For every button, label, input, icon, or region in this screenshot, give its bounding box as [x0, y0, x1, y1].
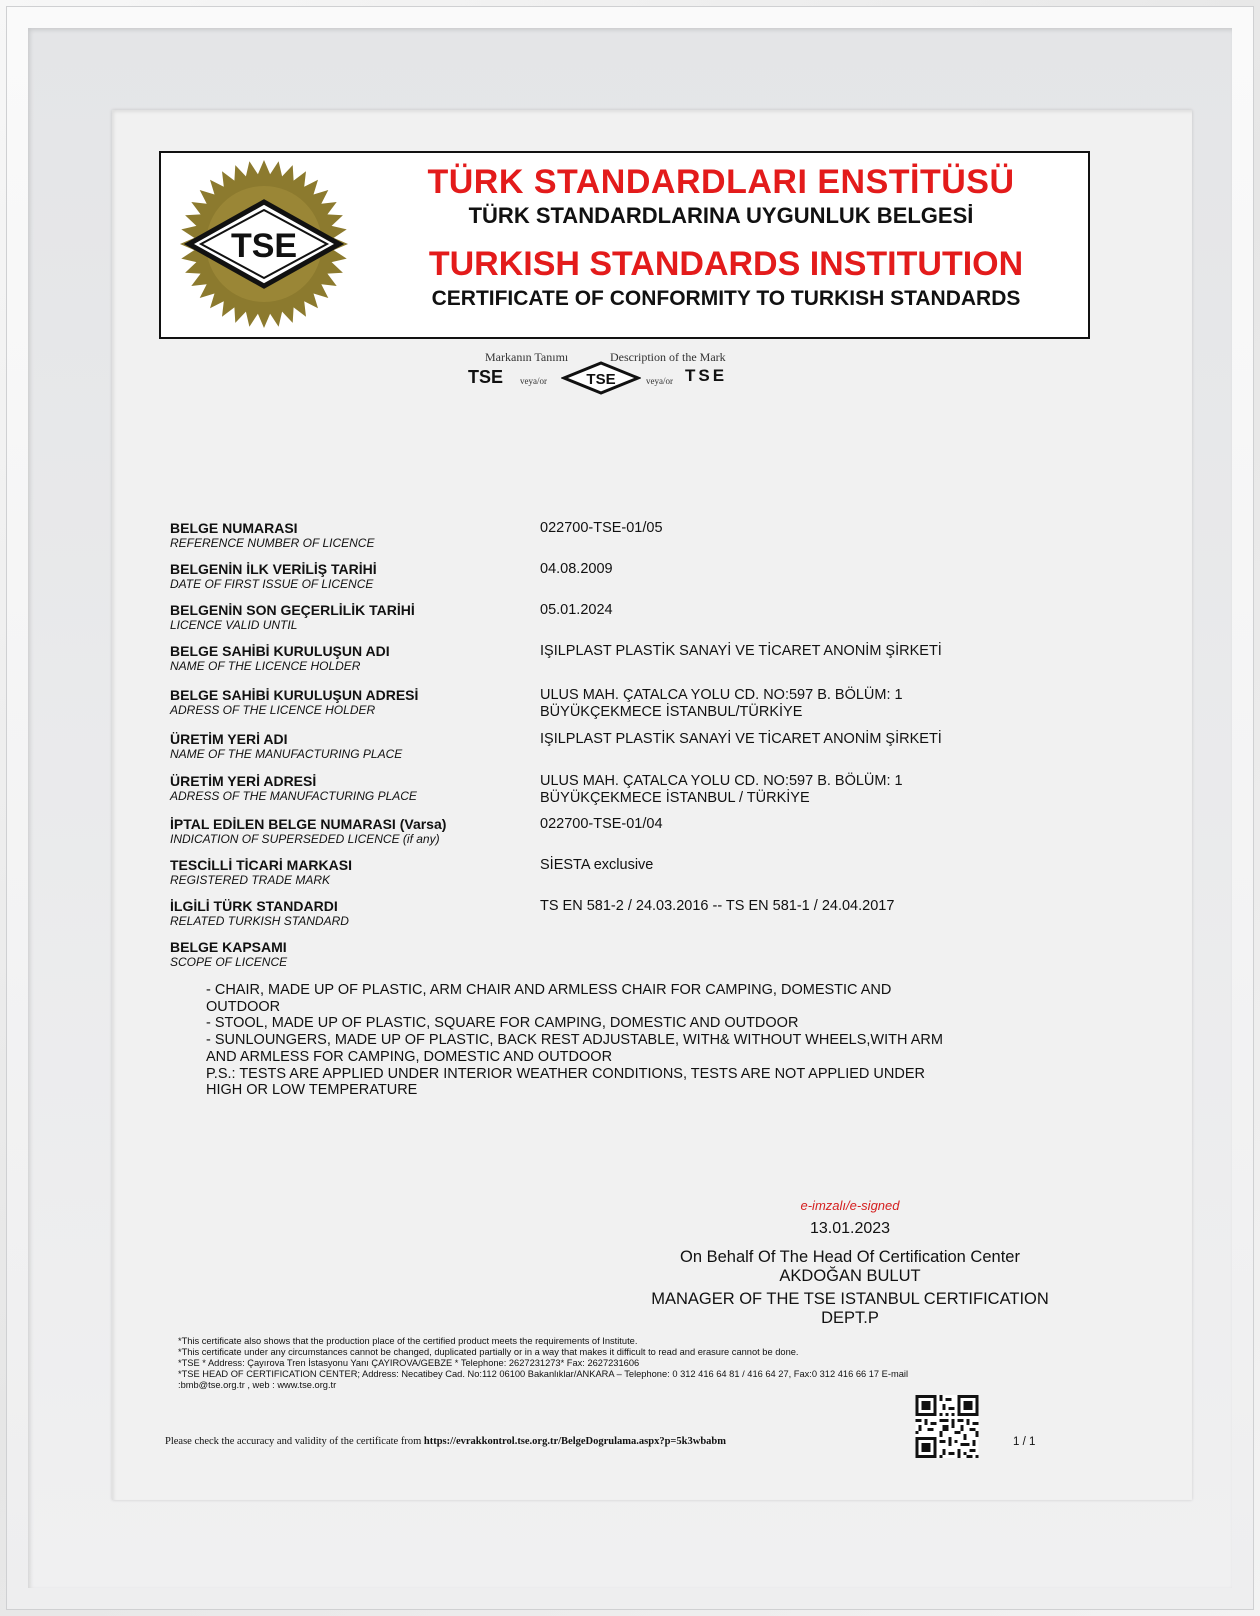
scope-text: [206, 982, 1066, 1099]
field-value: [540, 857, 653, 874]
seal-text: TSE: [230, 227, 298, 265]
field-sublabel: REGISTERED TRADE MARK: [170, 873, 331, 887]
field-sublabel: ADRESS OF THE LICENCE HOLDER: [170, 703, 376, 717]
mark-tse-variant: TSE: [685, 366, 728, 385]
title-en: TURKISH STANDARDS INSTITUTION: [428, 245, 1024, 283]
signature-date: 13.01.2023: [809, 1220, 891, 1237]
value-line: 04.08.2009: [540, 561, 613, 577]
field-trade-mark: [170, 857, 1120, 887]
value-line: ULUS MAH. ÇATALCA YOLU CD. NO:597 B. BÖLÜM: 1: [540, 773, 903, 789]
note-line: *TSE HEAD OF CERTIFICATION CENTER; Address: Necatibey Cad. No:112 06100 Bakanlıklar/ANKARA – Telephone: 0 312 416 64 81 / 416 64 27, Fax:0 312 416 66 17 E-mail: [178, 1369, 909, 1379]
subtitle-en: CERTIFICATE OF CONFORMITY TO TURKISH STANDARDS: [431, 287, 1021, 310]
field-label: İPTAL EDİLEN BELGE NUMARASI (Varsa): [170, 816, 447, 832]
mark-diamond-text: TSE: [586, 371, 616, 388]
value-line-2: BÜYÜKÇEKMECE İSTANBUL/TÜRKİYE: [540, 704, 803, 720]
field-label: BELGE SAHİBİ KURULUŞUN ADRESİ: [170, 687, 419, 703]
header-box: [159, 151, 1090, 339]
title-line-2: DEPT.P: [821, 1309, 879, 1327]
value-line: TS EN 581-2 / 24.03.2016 -- TS EN 581-1 / 24.04.2017: [540, 898, 895, 914]
signatory-title: [610, 1290, 1090, 1328]
signatory-name: AKDOĞAN BULUT: [779, 1267, 921, 1285]
e-signed-label: e-imzalı/e-signed: [800, 1198, 900, 1213]
field-superseded-licence: [170, 816, 1120, 846]
field-label: ÜRETİM YERİ ADI: [170, 731, 288, 747]
field-value: [540, 731, 942, 748]
field-sublabel: LICENCE VALID UNTIL: [170, 618, 298, 632]
signature-behalf: [610, 1248, 1090, 1286]
field-valid-until: [170, 602, 1120, 632]
field-value: [540, 643, 942, 660]
page-count: 1 / 1: [1013, 1436, 1036, 1448]
field-value: [540, 520, 663, 537]
value-line: SİESTA exclusive: [540, 857, 654, 873]
field-sublabel: RELATED TURKISH STANDARD: [170, 914, 349, 928]
field-sublabel: NAME OF THE MANUFACTURING PLACE: [170, 747, 403, 761]
field-label: BELGE KAPSAMI: [170, 939, 287, 955]
scope-line: - SUNLOUNGERS, MADE UP OF PLASTIC, BACK REST ADJUSTABLE, WITH& WITHOUT WHEELS,WITH ARM: [206, 1032, 943, 1049]
scope-line: AND ARMLESS FOR CAMPING, DOMESTIC AND OUTDOOR: [206, 1048, 613, 1065]
verification-text: Please check the accuracy and validity of the certificate from: [165, 1436, 424, 1447]
verification-link[interactable]: https://evrakkontrol.tse.org.tr/BelgeDogrulama.aspx?p=5k3wbabm: [423, 1436, 727, 1447]
field-value: [540, 898, 894, 915]
field-sublabel: NAME OF THE LICENCE HOLDER: [170, 659, 361, 673]
scope-line: P.S.: TESTS ARE APPLIED UNDER INTERIOR WEATHER CONDITIONS, TESTS ARE NOT APPLIED UNDER: [206, 1065, 925, 1082]
value-line: 022700-TSE-01/05: [540, 520, 663, 536]
value-line-2: BÜYÜKÇEKMECE İSTANBUL / TÜRKİYE: [540, 790, 810, 806]
field-manufacturing-place-address: [170, 773, 1120, 806]
note-line: :bmb@tse.org.tr , web : www.tse.org.tr: [178, 1380, 337, 1390]
mark-or-1: veya/or: [520, 376, 547, 386]
scope-line: - CHAIR, MADE UP OF PLASTIC, ARM CHAIR AND ARMLESS CHAIR FOR CAMPING, DOMESTIC AND: [206, 982, 892, 998]
value-line: IŞILPLAST PLASTİK SANAYİ VE TİCARET ANONİM ŞİRKETİ: [540, 643, 942, 659]
field-scope: [170, 939, 1120, 969]
field-label: BELGE NUMARASI: [170, 520, 298, 536]
mark-label-en: Description of the Mark: [610, 350, 726, 364]
value-line: ULUS MAH. ÇATALCA YOLU CD. NO:597 B. BÖLÜM: 1: [540, 687, 903, 703]
scope-line: - STOOL, MADE UP OF PLASTIC, SQUARE FOR CAMPING, DOMESTIC AND OUTDOOR: [206, 1015, 799, 1032]
field-manufacturing-place-name: [170, 731, 1120, 761]
tse-seal-icon: [169, 159, 359, 329]
field-sublabel: SCOPE OF LICENCE: [170, 955, 288, 969]
field-label: TESCİLLİ TİCARİ MARKASI: [170, 857, 352, 873]
field-label: BELGENİN İLK VERİLİŞ TARİHİ: [170, 561, 377, 577]
tse-diamond-icon: [561, 361, 641, 395]
field-value: [540, 561, 613, 578]
behalf-line: On Behalf Of The Head Of Certification Center: [680, 1248, 1020, 1266]
field-reference-number: [170, 520, 1120, 550]
field-first-issue-date: [170, 561, 1120, 591]
note-line: *This certificate under any circumstances cannot be changed, duplicated partially or in a way that makes it difficult to read and erasure cannot be done.: [178, 1347, 799, 1357]
title-line-1: MANAGER OF THE TSE ISTANBUL CERTIFICATION: [651, 1290, 1049, 1308]
field-value: [540, 602, 613, 619]
subtitle-tr: TÜRK STANDARDLARINA UYGUNLUK BELGESİ: [468, 203, 974, 228]
field-licence-holder-name: [170, 643, 1120, 673]
verification-note: [165, 1436, 726, 1447]
field-value: [540, 773, 903, 807]
field-sublabel: REFERENCE NUMBER OF LICENCE: [170, 536, 375, 550]
value-line: IŞILPLAST PLASTİK SANAYİ VE TİCARET ANONİM ŞİRKETİ: [540, 731, 942, 747]
title-tr: TÜRK STANDARDLARI ENSTİTÜSÜ: [427, 163, 1015, 201]
note-line: *TSE * Address: Çayırova Tren İstasyonu Yanı ÇAYIROVA/GEBZE * Telephone: 2627231273* Fax: 2627231606: [178, 1358, 640, 1368]
mark-or-2: veya/or: [646, 376, 673, 386]
qr-code-icon: [913, 1395, 981, 1458]
field-related-standard: [170, 898, 1120, 928]
field-label: BELGENİN SON GEÇERLİLİK TARİHİ: [170, 602, 415, 618]
value-line: 022700-TSE-01/04: [540, 816, 663, 832]
field-value: [540, 687, 903, 721]
field-sublabel: DATE OF FIRST ISSUE OF LICENCE: [170, 577, 374, 591]
field-label: BELGE SAHİBİ KURULUŞUN ADI: [170, 643, 390, 659]
field-label: İLGİLİ TÜRK STANDARDI: [170, 898, 338, 914]
scope-line: HIGH OR LOW TEMPERATURE: [206, 1082, 418, 1099]
mark-description: [460, 350, 760, 398]
field-licence-holder-address: [170, 687, 1120, 720]
field-label: ÜRETİM YERİ ADRESİ: [170, 773, 317, 789]
value-line: 05.01.2024: [540, 602, 613, 618]
field-sublabel: INDICATION OF SUPERSEDED LICENCE (if any): [170, 832, 440, 846]
footer-notes: [178, 1336, 1098, 1391]
mark-label-tr: Markanın Tanımı: [485, 350, 569, 364]
mark-tse-text: TSE: [468, 367, 504, 387]
field-value: [540, 816, 663, 833]
field-sublabel: ADRESS OF THE MANUFACTURING PLACE: [170, 789, 417, 803]
scope-line: OUTDOOR: [206, 998, 281, 1015]
note-line: *This certificate also shows that the production place of the certified product meets the requirements of Institute.: [178, 1336, 638, 1346]
